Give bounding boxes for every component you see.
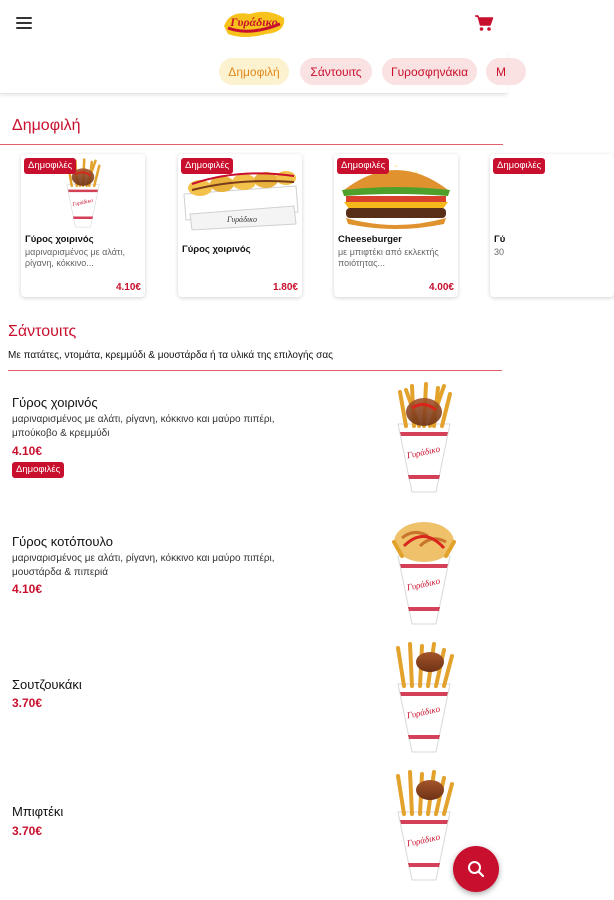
food-image — [384, 640, 464, 755]
food-image — [384, 380, 464, 495]
section-description: Με πατάτες, ντομάτα, κρεμμύδι & μουστάρδα ή τα υλικά της επιλογής σας — [8, 350, 333, 361]
section-divider — [0, 144, 503, 145]
brand-logo[interactable] — [220, 6, 288, 40]
item-price: 4.10€ — [12, 444, 43, 458]
popular-card[interactable] — [21, 154, 145, 297]
tab-popular[interactable]: Δημοφιλή — [219, 58, 289, 85]
svg-text:Γυράδικο: Γυράδικο — [230, 15, 278, 29]
svg-text:Γυράδικο: Γυράδικο — [226, 215, 258, 224]
card-price: 4.00€ — [428, 282, 454, 293]
item-price: 3.70€ — [12, 824, 43, 838]
popular-card[interactable] — [178, 154, 302, 297]
card-name: Cheeseburger — [338, 234, 402, 245]
popular-badge: Δημοφιλές — [493, 158, 545, 174]
section-divider — [8, 370, 502, 371]
menu-item[interactable] — [0, 512, 507, 632]
popular-carousel[interactable] — [0, 150, 542, 305]
popular-badge: Δημοφιλές — [337, 158, 389, 174]
tab-sandwiches[interactable]: Σάντουιτς — [300, 58, 372, 85]
item-name: Μπιφτέκι — [12, 804, 64, 819]
item-name: Γύρος χοιρινός — [12, 395, 98, 410]
section-title-popular: Δημοφιλή — [12, 117, 81, 134]
section-title-sandwiches: Σάντουιτς — [8, 323, 77, 340]
tab-gyro-shots[interactable]: Γυροσφηνάκια — [382, 58, 477, 85]
menu-item[interactable] — [0, 640, 507, 760]
card-name: Γύ — [494, 234, 506, 245]
item-price: 3.70€ — [12, 696, 43, 710]
food-image — [384, 512, 464, 627]
card-price: 1.80€ — [272, 282, 298, 293]
item-price: 4.10€ — [12, 582, 43, 596]
popular-badge: Δημοφιλές — [24, 158, 76, 174]
hamburger-menu-icon[interactable] — [16, 17, 32, 29]
card-description: 30 — [494, 247, 505, 257]
popular-card[interactable] — [490, 154, 614, 297]
card-description: με μπιφτέκι από εκλεκτής ποιότητας... — [338, 247, 439, 268]
item-description: μαριναρισμένος με αλάτι, ρίγανη, κόκκινο και μαύρο πιπέρι, μπούκοβο & κρεμμύδι — [12, 414, 275, 439]
menu-item[interactable] — [0, 768, 507, 888]
popular-badge: Δημοφιλές — [181, 158, 233, 174]
card-description: μαριναρισμένος με αλάτι, ρίγανη, κόκκινο... — [25, 247, 125, 268]
card-price: 4.10€ — [115, 282, 141, 293]
menu-item[interactable] — [0, 380, 507, 500]
item-name: Γύρος κοτόπουλο — [12, 534, 113, 549]
tab-more[interactable]: M — [486, 58, 526, 85]
food-image — [384, 768, 464, 883]
top-app-bar — [0, 0, 507, 48]
popular-badge: Δημοφιλές — [12, 462, 64, 478]
shopping-cart-icon[interactable] — [474, 14, 494, 32]
item-name: Σουτζουκάκι — [12, 677, 82, 692]
item-description: μαριναρισμένος με αλάτι, ρίγανη, κόκκινο και μαύρο πιπέρι, μουστάρδα & πιπεριά — [12, 553, 275, 578]
popular-card[interactable] — [334, 154, 458, 297]
category-tabs — [0, 50, 507, 94]
search-icon — [466, 859, 486, 879]
search-button[interactable] — [453, 846, 499, 892]
card-name: Γύρος χοιρινός — [182, 244, 251, 255]
card-name: Γύρος χοιρινός — [25, 234, 94, 245]
